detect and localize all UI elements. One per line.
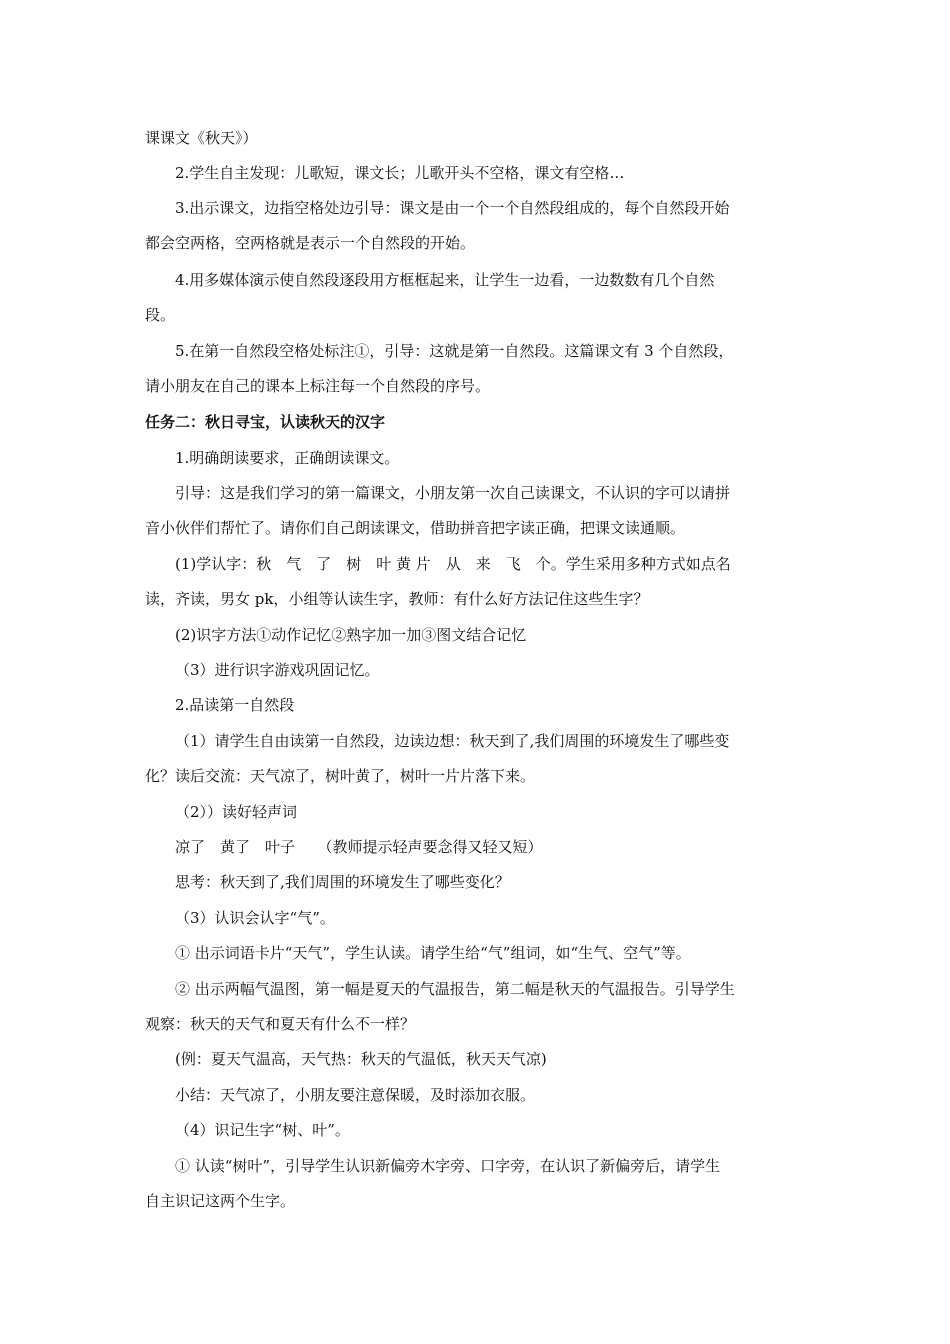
text-line: ① 认读“树叶”，引导学生认识新偏旁木字旁、口字旁，在认识了新偏旁后，请学生 — [175, 1157, 721, 1175]
text-line: 化？读后交流：天气凉了，树叶黄了，树叶一片片落下来。 — [145, 767, 536, 785]
text-line: 音小伙伴们帮忙了。请你们自己朗读课文，借助拼音把字读正确，把课文读通顺。 — [145, 519, 686, 537]
text-line: （3）进行识字游戏巩固记忆。 — [175, 661, 380, 679]
text-line: ② 出示两幅气温图，第一幅是夏天的气温报告，第二幅是秋天的气温报告。引导学生 — [175, 980, 735, 998]
text-line: （4）识记生字“树、叶”。 — [175, 1121, 350, 1139]
text-line: (例：夏天气温高，天气热：秋天的气温低，秋天天气凉) — [175, 1050, 547, 1068]
text-line: （2））读好轻声词 — [175, 803, 298, 821]
text-line: 读，齐读，男女 pk，小组等认读生字，教师：有什么好方法记住这些生字？ — [145, 590, 649, 608]
text-line: 都会空两格，空两格就是表示一个自然段的开始。 — [145, 234, 476, 252]
text-line: 观察：秋天的天气和夏天有什么不一样？ — [145, 1015, 416, 1033]
text-line: 凉了 黄了 叶子 （教师提示轻声要念得又轻又短） — [175, 838, 543, 856]
text-line: 引导：这是我们学习的第一篇课文，小朋友第一次自己读课文，不认识的字可以请拼 — [175, 484, 731, 502]
text-line: 2.品读第一自然段 — [175, 696, 295, 714]
text-line: 4.用多媒体演示使自然段逐段用方框框起来，让学生一边看，一边数数有几个自然 — [175, 271, 715, 289]
text-line: ① 出示词语卡片“天气”，学生认读。请学生给“气”组词，如“生气、空气”等。 — [175, 944, 691, 962]
text-line: 1.明确朗读要求，正确朗读课文。 — [175, 449, 400, 467]
text-line: (1)学认字：秋 气 了 树 叶 黄 片 从 来 飞 个。学生采用多种方式如点名 — [175, 555, 731, 573]
text-line: 5.在第一自然段空格处标注①，引导：这就是第一自然段。这篇课文有 3 个自然段， — [175, 342, 734, 360]
text-line: 课课文《秋天》） — [145, 129, 258, 147]
text-line: 2.学生自主发现：儿歌短，课文长；儿歌开头不空格，课文有空格… — [175, 164, 625, 182]
text-line: (2)识字方法①动作记忆②熟字加一加③图文结合记忆 — [175, 626, 527, 644]
text-line: 3.出示课文，边指空格处边引导：课文是由一个一个自然段组成的，每个自然段开始 — [175, 199, 730, 217]
text-line: 思考：秋天到了,我们周围的环境发生了哪些变化？ — [175, 873, 510, 891]
text-line: 自主识记这两个生字。 — [145, 1192, 296, 1210]
section-heading: 任务二：秋日寻宝，认读秋天的汉字 — [145, 413, 386, 431]
text-line: 请小朋友在自己的课本上标注每一个自然段的序号。 — [145, 377, 491, 395]
text-line: 小结：天气凉了，小朋友要注意保暖，及时添加衣服。 — [175, 1086, 536, 1104]
text-line: 段。 — [145, 306, 176, 324]
text-line: （1）请学生自由读第一自然段，边读边想：秋天到了,我们周围的环境发生了哪些变 — [175, 732, 730, 750]
text-line: （3）认识会认字“气”。 — [175, 909, 335, 927]
